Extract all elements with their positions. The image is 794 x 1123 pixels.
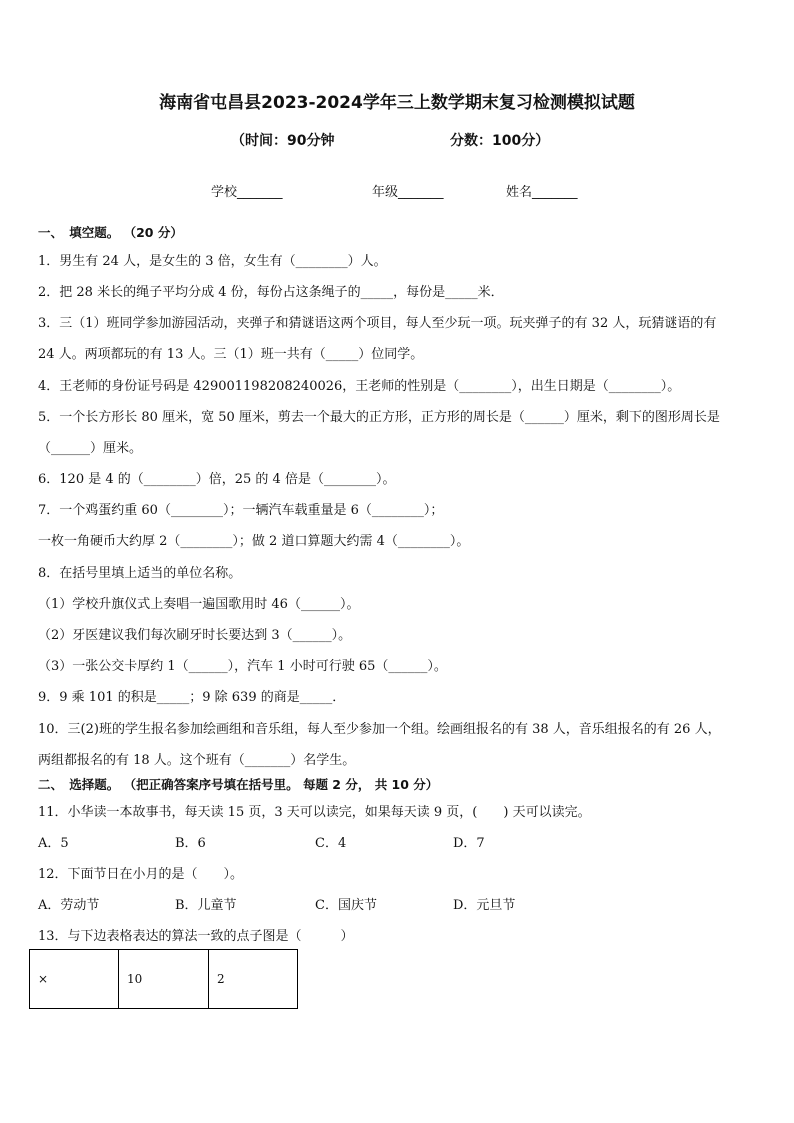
question-line: 10．三(2)班的学生报名参加绘画组和音乐组，每人至少参加一个组。绘画组报名的有 38 人，音乐组报名的有 26 人，	[38, 722, 721, 737]
question-line: 9．9 乘 101 的积是_____；9 除 639 的商是_____．	[38, 690, 346, 705]
q12-option-c: C．国庆节	[315, 898, 377, 913]
table-cell: 10	[119, 950, 209, 1009]
question-line: 一枚一角硬币大约厚 2（________）；做 2 道口算题大约需 4（________）。	[38, 534, 470, 549]
q13-table	[29, 949, 298, 1009]
question-line: 2．把 28 米长的绳子平均分成 4 份，每份占这条绳子的_____，每份是_____米．	[38, 285, 504, 300]
question-line: 1．男生有 24 人，是女生的 3 倍，女生有（________）人。	[38, 254, 387, 269]
section-heading-choice: 二、 选择题。 （把正确答案序号填在括号里。 每题 2 分， 共 10 分）	[38, 777, 439, 792]
q11-option-b: B．6	[175, 836, 206, 851]
table-row	[30, 950, 298, 1009]
q12-option-a: A．劳动节	[38, 898, 100, 913]
q11-option-d: D．7	[453, 836, 485, 851]
exam-score: 分数：100分）	[450, 133, 550, 149]
question-line: 7．一个鸡蛋约重 60（________）；一辆汽车载重量是 6（________）；	[38, 503, 444, 518]
q11-option-c: C．4	[315, 836, 347, 851]
exam-time: （时间：90分钟	[231, 133, 335, 149]
grade-field: 年级_______	[372, 185, 444, 200]
question-line: 3．三（1）班同学参加游园活动，夹弹子和猜谜语这两个项目，每人至少玩一项。玩夹弹子的有 32 人，玩猜谜语的有	[38, 316, 717, 331]
question-line: 6．120 是 4 的（________）倍，25 的 4 倍是（________）。	[38, 472, 396, 487]
school-field: 学校_______	[211, 185, 283, 200]
table-cell: 2	[209, 950, 298, 1009]
question-line: 5．一个长方形长 80 厘米，宽 50 厘米，剪去一个最大的正方形，正方形的周长是（______）厘米，剩下的图形周长是	[38, 410, 720, 425]
question-line: （2）牙医建议我们每次刷牙时长要达到 3（______）。	[38, 628, 352, 643]
exam-title: 海南省屯昌县2023-2024学年三上数学期末复习检测模拟试题	[159, 93, 635, 113]
question-line: 4．王老师的身份证号码是 429001198208240026，王老师的性别是（________），出生日期是（________）。	[38, 379, 681, 394]
question-12: 12．下面节日在小月的是（ ）。	[38, 867, 244, 882]
question-line: 24 人。两项都玩的有 13 人。三（1）班一共有（_____）位同学。	[38, 347, 424, 362]
question-line: （1）学校升旗仪式上奏唱一遍国歌用时 46（______）。	[38, 597, 360, 612]
q12-option-d: D．元旦节	[453, 898, 516, 913]
question-11: 11．小华读一本故事书，每天读 15 页，3 天可以读完，如果每天读 9 页，( ) 天可以读完。	[38, 805, 591, 820]
question-line: 两组都报名的有 18 人。这个班有（_______）名学生。	[38, 753, 356, 768]
table-cell: ×	[30, 950, 119, 1009]
question-line: 8．在括号里填上适当的单位名称。	[38, 566, 242, 581]
question-line: （______）厘米。	[38, 441, 143, 456]
question-line: （3）一张公交卡厚约 1（______），汽车 1 小时可行驶 65（______）。	[38, 659, 447, 674]
name-field: 姓名_______	[506, 185, 578, 200]
question-13: 13．与下边表格表达的算法一致的点子图是（ ）	[38, 929, 354, 944]
q12-option-b: B．儿童节	[175, 898, 237, 913]
q11-option-a: A．5	[38, 836, 69, 851]
section-heading-fill-blank: 一、 填空题。 （20 分）	[38, 225, 183, 240]
